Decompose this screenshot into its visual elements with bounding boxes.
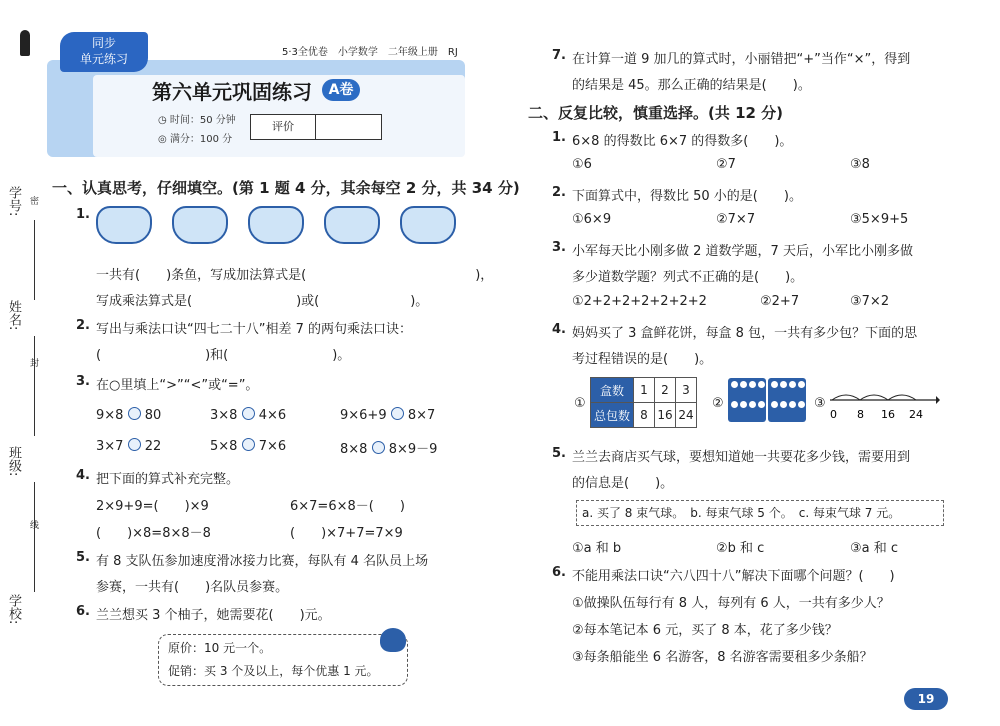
q1-line2: 写成乘法算式是( )或( )。 xyxy=(96,294,429,309)
s2q5-option[interactable]: ①a 和 b xyxy=(572,541,622,556)
tag-line: 同步 xyxy=(91,36,116,50)
binding-mark: 线 xyxy=(30,521,40,531)
box-count-table xyxy=(590,377,697,428)
student-id-label: 学号: xyxy=(6,186,21,217)
dots-box-icon xyxy=(728,378,766,422)
version-badge: A卷 xyxy=(322,79,360,101)
numline-label: 16 xyxy=(881,408,895,420)
q4-item: 2×9+9=( )×9 xyxy=(96,499,209,514)
compare-circle[interactable] xyxy=(242,407,255,420)
table-cell: 3 xyxy=(676,378,697,403)
s2q5-option[interactable]: ③a 和 c xyxy=(850,541,899,556)
series-info: 5·3全优卷 小学数学 二年级上册 RJ xyxy=(282,47,458,58)
q2-line2: ( )和( )。 xyxy=(96,348,351,363)
q3-item: 8×8 8×9－9 xyxy=(340,442,438,457)
score-icon: ◎ xyxy=(158,134,170,145)
binding-mark: 封 xyxy=(30,359,40,369)
q3-item: 3×7 22 xyxy=(96,439,162,454)
s2q2-option[interactable]: ③5×9+5 xyxy=(850,212,909,227)
s2q2-line1: 下面算式中，得数比 50 小的是( )。 xyxy=(572,189,802,204)
compare-circle[interactable] xyxy=(128,407,141,420)
s2q4-option-3[interactable]: ③ xyxy=(814,396,826,411)
q5-number: 5. xyxy=(76,550,90,565)
q5-line2: 参赛，一共有( )名队员参赛。 xyxy=(96,580,289,595)
binding-margin xyxy=(0,0,44,726)
table-header: 总包数 xyxy=(591,403,634,428)
tag-line: 单元练习 xyxy=(79,52,128,66)
q3-item: 9×8 80 xyxy=(96,408,162,423)
class-label: 班级: xyxy=(6,446,21,477)
jump-arc xyxy=(832,395,916,400)
s2q2-option[interactable]: ①6×9 xyxy=(572,212,612,227)
section1-title: 一、认真思考，仔细填空。(第 1 题 4 分，其余每空 2 分，共 34 分) xyxy=(52,179,520,197)
s2q6-option[interactable]: ③每条船能坐 6 名游客，8 名游客需要租多少条船？ xyxy=(572,650,873,665)
s2q3-number: 3. xyxy=(552,240,566,255)
q2-number: 2. xyxy=(76,318,90,333)
price-note-line: 原价：10 元一个。 xyxy=(168,641,272,655)
s2q6-line1: 不能用乘法口诀“六八四十八”解决下面哪个问题？( ) xyxy=(572,569,895,584)
compare-circle[interactable] xyxy=(372,441,385,454)
numline-label: 8 xyxy=(857,408,864,420)
fishbowl-icon xyxy=(400,206,456,244)
rating-box[interactable] xyxy=(250,114,382,140)
dots-box-icon xyxy=(768,378,806,422)
q3-item: 9×6+9 8×7 xyxy=(340,408,436,423)
s2q3-option[interactable]: ①2+2+2+2+2+2+2 xyxy=(572,294,707,309)
q4-number: 4. xyxy=(76,468,90,483)
s2q5-option[interactable]: ②b 和 c xyxy=(716,541,765,556)
s2q5-number: 5. xyxy=(552,446,566,461)
s2q4-line1: 妈妈买了 3 盒鲜花饼，每盒 8 包，一共有多少包？下面的思 xyxy=(572,326,918,341)
s2q4-line2: 考过程错误的是( )。 xyxy=(572,352,713,367)
s2q6-option[interactable]: ①做操队伍每行有 8 人，每列有 6 人，一共有多少人？ xyxy=(572,596,890,611)
name-label: 姓名: xyxy=(6,300,21,331)
fishbowl-icon xyxy=(324,206,380,244)
s2q1-line1: 6×8 的得数比 6×7 的得数多( )。 xyxy=(572,134,793,149)
table-cell: 16 xyxy=(655,403,676,428)
s2q4-option-1[interactable]: ① xyxy=(574,396,586,411)
s2q3-line2: 多少道数学题？列式不正确的是( )。 xyxy=(572,270,804,285)
s2q4-number: 4. xyxy=(552,322,566,337)
q3-item: 5×8 7×6 xyxy=(210,439,287,454)
balloon-info: a. 买了 8 束气球。 b. 每束气球 5 个。 c. 每束气球 7 元。 xyxy=(582,506,901,520)
s2q3-line1: 小军每天比小刚多做 2 道数学题，7 天后，小军比小刚多做 xyxy=(572,244,913,259)
pomelo-icon xyxy=(380,628,406,652)
compare-circle[interactable] xyxy=(242,438,255,451)
binding-line xyxy=(34,336,35,436)
number-line xyxy=(830,392,940,420)
fishbowl-icon xyxy=(172,206,228,244)
s2q3-option[interactable]: ③7×2 xyxy=(850,294,890,309)
q4-item: 6×7=6×8－( ) xyxy=(290,499,405,514)
s2q4-option-2[interactable]: ② xyxy=(712,396,724,411)
score-info: ◎ 满分：100 分 xyxy=(158,134,233,145)
q6-line1: 兰兰想买 3 个柚子，她需要花( )元。 xyxy=(96,608,331,623)
table-cell: 24 xyxy=(676,403,697,428)
s2q2-number: 2. xyxy=(552,185,566,200)
table-cell: 2 xyxy=(655,378,676,403)
q3-number: 3. xyxy=(76,374,90,389)
q7-line1: 在计算一道 9 加几的算式时，小丽错把“+”当作“×”，得到 xyxy=(572,52,911,67)
q1-line1: 一共有( )条鱼，写成加法算式是( )， xyxy=(96,268,494,283)
s2q1-option[interactable]: ③8 xyxy=(850,157,870,172)
binding-line xyxy=(34,220,35,300)
q2-line1: 写出与乘法口诀“四七二十八”相差 7 的两句乘法口诀： xyxy=(96,322,413,337)
clock-icon: ◷ xyxy=(158,115,170,126)
numline-label: 0 xyxy=(830,408,837,420)
s2q1-option[interactable]: ①6 xyxy=(572,157,592,172)
s2q1-option[interactable]: ②7 xyxy=(716,157,736,172)
table-cell: 8 xyxy=(634,403,655,428)
price-note-line: 促销：买 3 个及以上，每个优惠 1 元。 xyxy=(168,664,379,678)
numline-label: 24 xyxy=(909,408,923,420)
rocket-icon xyxy=(20,30,30,56)
sync-tag xyxy=(60,32,148,72)
page-number: 19 xyxy=(904,688,948,710)
page-title: 第六单元巩固练习 xyxy=(152,80,312,104)
fishbowl-icon xyxy=(248,206,304,244)
q5-line1: 有 8 支队伍参加速度滑冰接力比赛，每队有 4 名队员上场 xyxy=(96,554,429,569)
table-cell: 1 xyxy=(634,378,655,403)
q6-number: 6. xyxy=(76,604,90,619)
s2q1-number: 1. xyxy=(552,130,566,145)
rating-label: 评价 xyxy=(251,115,316,139)
s2q5-line2: 的信息是( )。 xyxy=(572,476,674,491)
table-header: 盒数 xyxy=(591,378,634,403)
s2q5-line1: 兰兰去商店买气球，要想知道她一共要花多少钱，需要用到 xyxy=(572,450,911,465)
school-label: 学校: xyxy=(6,594,21,625)
s2q3-option[interactable]: ②2+7 xyxy=(760,294,800,309)
fishbowl-icon xyxy=(96,206,152,244)
compare-circle[interactable] xyxy=(391,407,404,420)
q7-number: 7. xyxy=(552,48,566,63)
q3-item: 3×8 4×6 xyxy=(210,408,287,423)
time-info: ◷ 时间：50 分钟 xyxy=(158,115,236,126)
q4-item: ( )×8=8×8－8 xyxy=(96,526,211,541)
compare-circle[interactable] xyxy=(128,438,141,451)
q7-line2: 的结果是 45。那么正确的结果是( )。 xyxy=(572,78,811,93)
s2q6-option[interactable]: ②每本笔记本 6 元，买了 8 本，花了多少钱？ xyxy=(572,623,838,638)
binding-line xyxy=(34,482,35,592)
q3-prompt: 在○里填上“>”“<”或“=”。 xyxy=(96,378,259,393)
section2-title: 二、反复比较，慎重选择。(共 12 分) xyxy=(528,104,784,122)
s2q6-number: 6. xyxy=(552,565,566,580)
arrow-head xyxy=(936,396,940,404)
q4-item: ( )×7+7=7×9 xyxy=(290,526,403,541)
s2q2-option[interactable]: ②7×7 xyxy=(716,212,756,227)
binding-mark: 密 xyxy=(30,197,40,207)
q4-prompt: 把下面的算式补充完整。 xyxy=(96,472,240,487)
q1-number: 1. xyxy=(76,207,90,222)
